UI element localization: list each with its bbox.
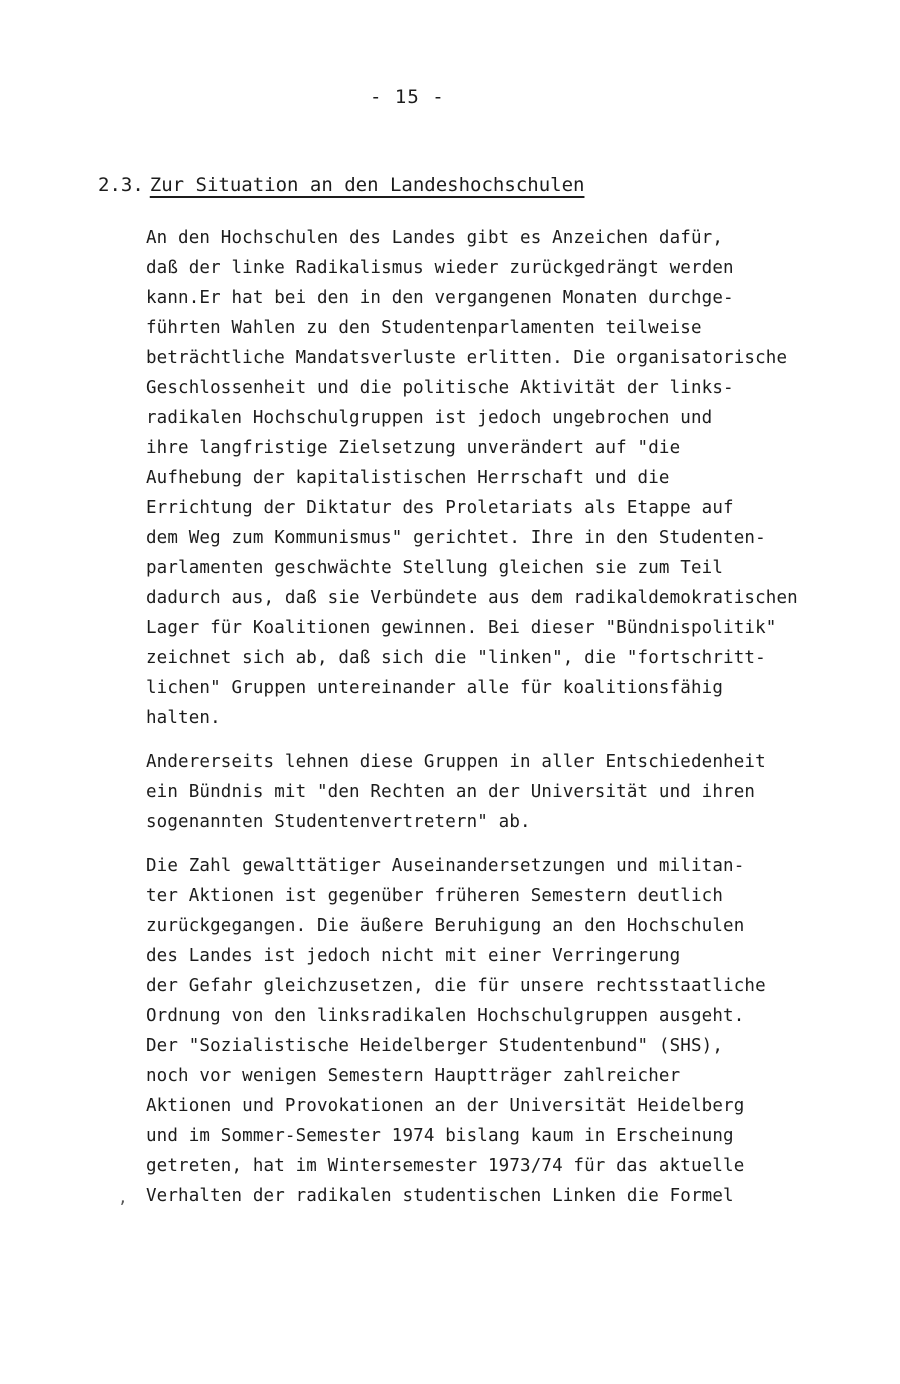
text-line: ihre langfristige Zielsetzung unverändert auf "die — [146, 438, 681, 458]
text-line: An den Hochschulen des Landes gibt es Anzeichen dafür, — [146, 228, 724, 248]
text-line: daß der linke Radikalismus wieder zurückgedrängt werden — [146, 258, 734, 278]
paragraph-2 — [146, 747, 886, 837]
text-line: getreten, hat im Wintersemester 1973/74 für das aktuelle — [146, 1156, 745, 1176]
text-line: kann.Er hat bei den in den vergangenen Monaten durchge- — [146, 288, 734, 308]
text-line: zurückgegangen. Die äußere Beruhigung an den Hochschulen — [146, 916, 745, 936]
section-number: 2.3. — [98, 174, 144, 196]
text-line: Aktionen und Provokationen an der Universität Heidelberg — [146, 1096, 745, 1116]
section-heading — [98, 174, 584, 196]
text-line: Errichtung der Diktatur des Proletariats als Etappe auf — [146, 498, 734, 518]
text-line: Verhalten der radikalen studentischen Linken die Formel — [146, 1186, 734, 1206]
section-title: Zur Situation an den Landeshochschulen — [149, 174, 585, 196]
text-line: führten Wahlen zu den Studentenparlamenten teilweise — [146, 318, 702, 338]
margin-mark: , — [118, 1188, 128, 1207]
text-line: Aufhebung der kapitalistischen Herrschaft und die — [146, 468, 670, 488]
text-line: Andererseits lehnen diese Gruppen in aller Entschiedenheit — [146, 752, 766, 772]
text-line: Die Zahl gewalttätiger Auseinandersetzungen und militan- — [146, 856, 745, 876]
text-line: Geschlossenheit und die politische Aktivität der links- — [146, 378, 734, 398]
text-line: Lager für Koalitionen gewinnen. Bei dieser "Bündnispolitik" — [146, 618, 777, 638]
body-text — [146, 223, 886, 1225]
text-line: der Gefahr gleichzusetzen, die für unsere rechtsstaatliche — [146, 976, 766, 996]
text-line: sogenannten Studentenvertretern" ab. — [146, 812, 531, 832]
text-line: dadurch aus, daß sie Verbündete aus dem radikaldemokratischen — [146, 588, 798, 608]
text-line: halten. — [146, 708, 221, 728]
paragraph-3 — [146, 851, 886, 1211]
text-line: beträchtliche Mandatsverluste erlitten. Die organisatorische — [146, 348, 788, 368]
text-line: Der "Sozialistische Heidelberger Studentenbund" (SHS), — [146, 1036, 724, 1056]
text-line: und im Sommer-Semester 1974 bislang kaum in Erscheinung — [146, 1126, 734, 1146]
text-line: radikalen Hochschulgruppen ist jedoch ungebrochen und — [146, 408, 713, 428]
paragraph-1 — [146, 223, 886, 733]
text-line: Ordnung von den linksradikalen Hochschulgruppen ausgeht. — [146, 1006, 745, 1026]
text-line: noch vor wenigen Semestern Hauptträger zahlreicher — [146, 1066, 681, 1086]
text-line: ter Aktionen ist gegenüber früheren Semestern deutlich — [146, 886, 724, 906]
text-line: zeichnet sich ab, daß sich die "linken", die "fortschritt- — [146, 648, 766, 668]
text-line: des Landes ist jedoch nicht mit einer Verringerung — [146, 946, 681, 966]
text-line: ein Bündnis mit "den Rechten an der Universität und ihren — [146, 782, 756, 802]
text-line: parlamenten geschwächte Stellung gleichen sie zum Teil — [146, 558, 724, 578]
text-line: lichen" Gruppen untereinander alle für koalitionsfähig — [146, 678, 724, 698]
text-line: dem Weg zum Kommunismus" gerichtet. Ihre in den Studenten- — [146, 528, 766, 548]
page-number: - 15 - — [370, 86, 445, 108]
